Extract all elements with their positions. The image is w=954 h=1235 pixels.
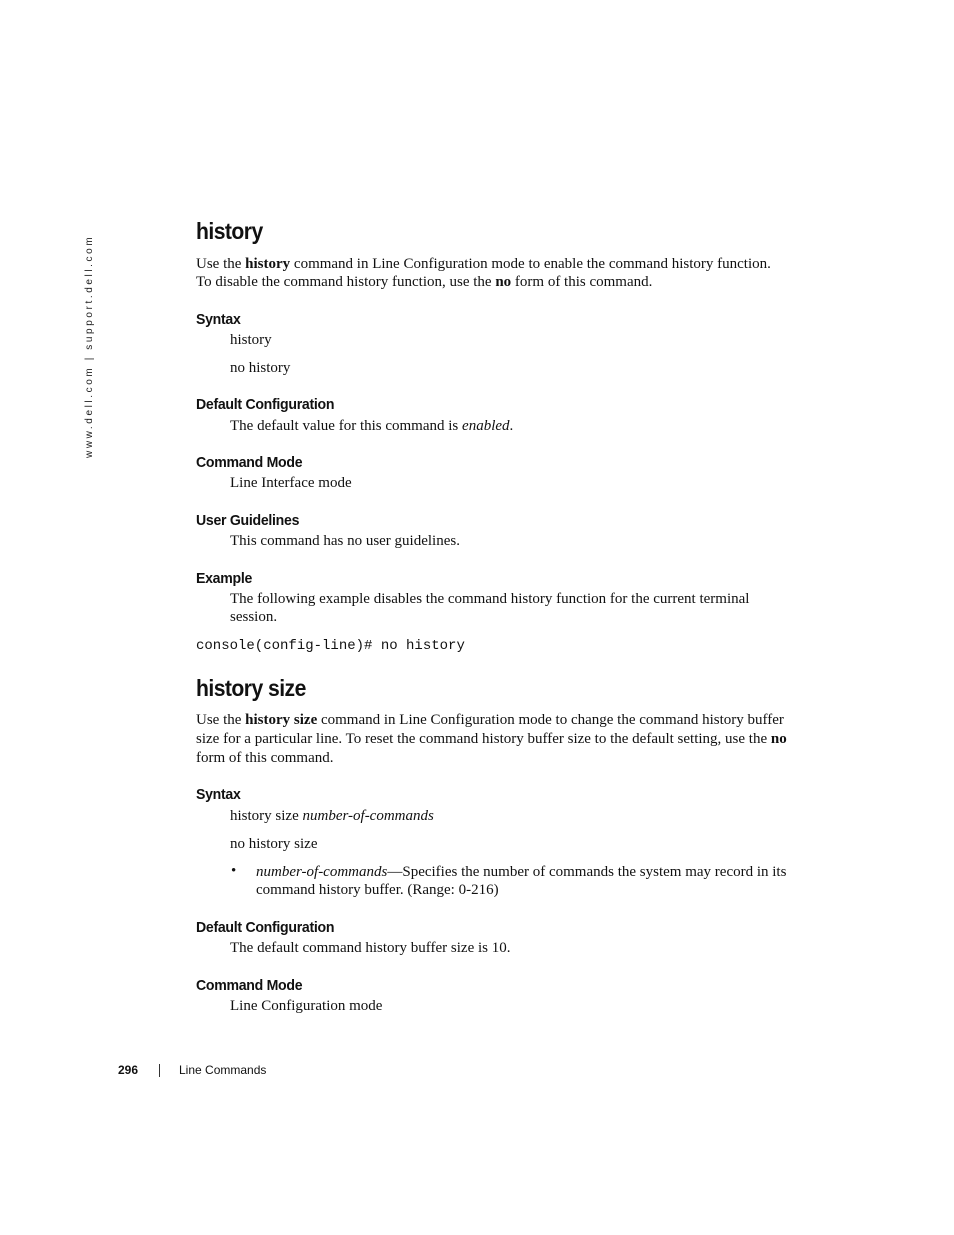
syntax-command: history [230, 332, 272, 348]
bullet-marker: • [231, 863, 237, 879]
syntax-command: no history size [230, 836, 318, 852]
history-intro-line1: Use the history command in Line Configuration mode to enable the command history function. [196, 256, 771, 272]
footer-section-title: Line Commands [179, 1063, 267, 1077]
command-mode-text: Line Interface mode [230, 475, 352, 491]
syntax-heading: Syntax [196, 311, 241, 328]
footer-separator [159, 1064, 160, 1077]
command-mode-heading: Command Mode [196, 454, 303, 471]
syntax-command: no history [230, 360, 291, 376]
page-number: 296 [118, 1063, 139, 1077]
example-heading: Example [196, 570, 253, 587]
history-size-intro-line3: form of this command. [196, 750, 334, 766]
command-mode-heading: Command Mode [196, 977, 303, 994]
syntax-command: history size number-of-commands [230, 808, 434, 824]
default-config-text: The default value for this command is enabled. [230, 418, 514, 434]
user-guidelines-heading: User Guidelines [196, 512, 300, 529]
history-size-intro-line1: Use the history size command in Line Configuration mode to change the command history buffer [196, 712, 784, 728]
default-config-text: The default command history buffer size is 10. [230, 940, 511, 956]
history-size-intro-line2: size for a particular line. To reset the command history buffer size to the default setting, use the no [196, 731, 787, 747]
command-mode-text: Line Configuration mode [230, 998, 383, 1014]
section-title-history-size: history size [196, 675, 306, 701]
user-guidelines-text: This command has no user guidelines. [230, 533, 460, 549]
syntax-heading: Syntax [196, 786, 241, 803]
parameter-description: number-of-commands—Specifies the number of commands the system may record in its [256, 864, 787, 880]
section-title-history: history [196, 218, 263, 244]
example-text: The following example disables the command history function for the current terminal [230, 591, 750, 607]
default-config-heading: Default Configuration [196, 919, 335, 936]
side-url: www.dell.com | support.dell.com [84, 234, 95, 458]
parameter-description: command history buffer. (Range: 0-216) [256, 882, 499, 898]
example-code: console(config-line)# no history [196, 638, 465, 654]
default-config-heading: Default Configuration [196, 396, 335, 413]
example-text: session. [230, 609, 278, 625]
history-intro-line2: To disable the command history function, use the no form of this command. [196, 274, 653, 290]
